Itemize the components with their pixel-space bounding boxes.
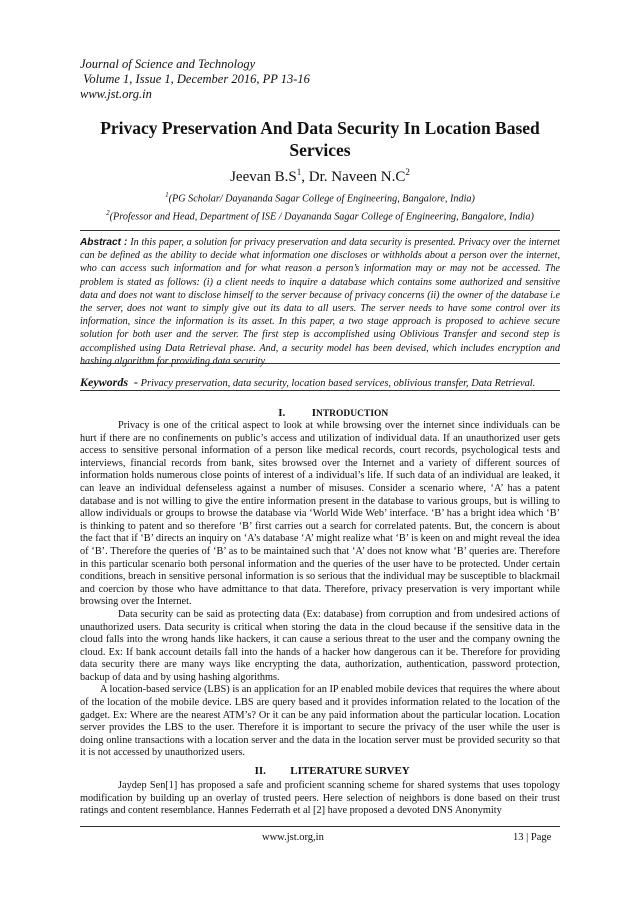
keywords bbox=[80, 375, 560, 390]
title-line-2: Services bbox=[289, 140, 351, 160]
affiliation-1-text: (PG Scholar/ Dayananda Sagar College of Engineering, Bangalore, India) bbox=[168, 193, 475, 205]
footer-page-number: 13 | Page bbox=[513, 832, 552, 843]
keywords-rule bbox=[80, 390, 560, 391]
footer-website[interactable]: www.jst.org,in bbox=[262, 832, 324, 843]
keywords-text: Privacy preservation, data security, location based services, oblivious transfer, Data Retrieval. bbox=[138, 378, 536, 389]
paragraph: Jaydep Sen[1] has proposed a safe and proficient scanning scheme for shared systems that uses topology modification by building up an overlay of trusted peers. Here selection of neighbors is done based on their trust ratings and content resemblance. Hannes Federrath et al [2] have proposed a devoted DNS Anonymity bbox=[80, 780, 560, 817]
section-2-body bbox=[80, 780, 560, 818]
abstract bbox=[80, 236, 560, 368]
paragraph: Privacy is one of the critical aspect to look at while browsing over the internet since individuals can be hurt if there are no confinements on public’s access and utilization of individual data. If an unauthorized user gets access to sensitive personal information of a person like medical records, court records, psychological tests and interviews, financial records from bank, sites browsed over the Internet and a variety of different sources of information holds numerous close points of interest of a individual’s life. If such data of an individual are leaked, it can leave an individual defenseless against a number of misuses. Consider a scenario where, ‘A’ has a patent database and is not willing to give the entire information present in the database to various groups, but is willing to allow individuals or groups to browse the database via ‘World Wide Web’ interface. ‘B’ has a bright idea which ‘B’ is thinking to patent and so therefore ‘B’ first carries out a search for correlated patents. But, the concern is about the fact that if ‘B’ directs an inquiry on ‘A’s database ‘A’ might realize what ‘B’ is keen on and might reveal the idea of ‘B’. Therefore the queries of ‘B’ as to be maintained such that ‘A’ does not know what ‘B’ queries are. Therefore in this particular scenario both personal information and the queries of the user have to be protected. Under certain conditions, breach in sensitive personal information is so serious that the individual may be susceptible to blackmail and coercion by those who have admittance to that data. Therefore, privacy preservation is very important while browsing over the Internet. bbox=[80, 420, 560, 608]
abstract-label: Abstract : bbox=[80, 237, 128, 248]
affiliation-1-sup: 1 bbox=[165, 191, 169, 199]
journal-volume: Volume 1, Issue 1, December 2016, PP 13-16 bbox=[80, 72, 310, 86]
authors-line bbox=[80, 167, 560, 186]
section-1-title-initial: I bbox=[311, 407, 316, 419]
section-2-heading bbox=[80, 765, 560, 777]
journal-header bbox=[80, 57, 310, 102]
affiliation-2 bbox=[70, 206, 570, 224]
journal-name: Journal of Science and Technology bbox=[80, 57, 256, 71]
affiliation-1 bbox=[70, 188, 570, 206]
section-1-body bbox=[80, 420, 560, 760]
author-2-name: , Dr. Naveen N.C bbox=[301, 169, 406, 185]
abstract-bottom-rule bbox=[80, 363, 560, 364]
author-1-sup: 1 bbox=[296, 167, 302, 177]
section-2-title: LITERATURE SURVEY bbox=[290, 765, 410, 777]
section-1-title-rest: NTRODUCTION bbox=[315, 409, 389, 419]
title-line-1: Privacy Preservation And Data Security In Location Based bbox=[100, 118, 540, 138]
author-2-sup: 2 bbox=[405, 167, 410, 177]
author-1-name: Jeevan B.S bbox=[230, 169, 297, 185]
affiliation-2-text: (Professor and Head, Department of ISE / Dayananda Sagar College of Engineering, Bangalore, India) bbox=[109, 211, 534, 223]
section-2-number: II. bbox=[254, 765, 266, 777]
journal-website[interactable]: www.jst.org.in bbox=[80, 87, 152, 101]
paragraph: A location-based service (LBS) is an application for an IP enabled mobile devices that requires the where about of the location of the mobile device. LBS are query based and it provides information related to the location of the gadget. Ex: Where are the nearest ATM’s? Or it can be any paid information about the particular location. Location server provides the LBS to the user. Therefore it is important to secure the privacy of the user while the user is doing online transactions with a location server and the data in the location server must be provided security so that it is not accessed by unauthorized users. bbox=[80, 684, 560, 759]
abstract-top-rule bbox=[80, 230, 560, 231]
paragraph: Data security can be said as protecting data (Ex: database) from corruption and from undesired actions of unauthorized users. Data security is critical when storing the data in the cloud because if the sensitive data in the cloud falls into the wrong hands like hackers, it can cause a serious threat to the user and the company owning the cloud. Ex: If bank account details fall into the hands of a hacker how dangerous can it be. Therefore for providing data security there are many ways like encrypting the data, authorization, authentication, password protection, backup of data and by using hashing algorithms. bbox=[80, 608, 560, 683]
affiliations bbox=[70, 188, 570, 225]
section-1-number: I. bbox=[278, 407, 286, 419]
paper-title bbox=[80, 117, 560, 161]
abstract-text: In this paper, a solution for privacy preservation and data security is presented. Privacy over the internet can be defined as the ability to decide what information one discloses or withholds about a person over the internet, who can access such information and for what reason a person’s information may or may not be accessed. The problem is stated as follows: (i) a client needs to inquire a database which contains some authorized and sensitive data and does not want to disclose himself to the server because of privacy concerns (ii) the owner of the database i.e the server, does not want to simply give out its data to all users. The server needs to have some control over its information, since the information is its asset. In this paper, a two stage approach is proposed to achieve secure solution for both user and the server. The first step is accomplished using Oblivious Transfer and second step is accomplished using Data Retrieval phase. And, a security model has been devised, which includes encryption and hashing algorithm for providing data security. bbox=[80, 237, 560, 367]
footer-rule bbox=[80, 826, 560, 827]
affiliation-2-sup: 2 bbox=[106, 209, 110, 218]
section-1-heading bbox=[80, 407, 560, 419]
keywords-label: Keywords - bbox=[80, 375, 138, 389]
